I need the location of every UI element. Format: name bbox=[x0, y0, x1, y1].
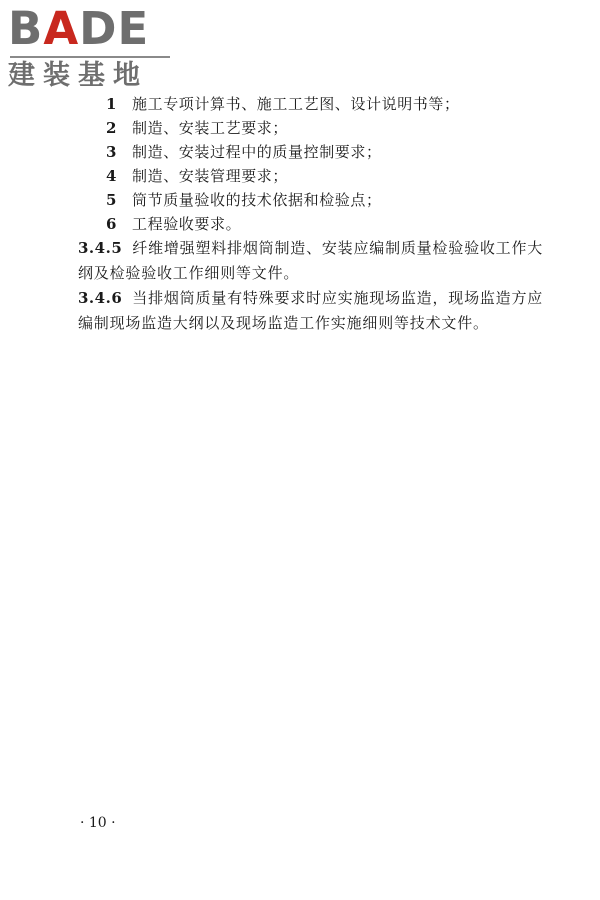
clause-text: 纤维增强塑料排烟筒制造、安装应编制质量检验验收工作大纲及检验验收工作细则等文件。 bbox=[78, 239, 544, 282]
list-item-text: 制造、安装过程中的质量控制要求； bbox=[132, 143, 382, 161]
list-item-text: 制造、安装管理要求； bbox=[132, 167, 289, 185]
watermark-logo bbox=[8, 4, 178, 92]
list-item-text: 制造、安装工艺要求； bbox=[132, 119, 289, 137]
document-body bbox=[0, 92, 600, 336]
list-item-text: 工程验收要求。 bbox=[132, 215, 242, 233]
list-item bbox=[0, 92, 600, 116]
list-item bbox=[0, 212, 600, 236]
clause-number: 3.4.6 bbox=[78, 289, 123, 307]
list-item-number: 5 bbox=[106, 191, 117, 209]
logo-letter-b: B bbox=[8, 2, 44, 55]
list-item-text: 施工专项计算书、施工工艺图、设计说明书等； bbox=[132, 95, 460, 113]
list-item-text: 筒节质量验收的技术依据和检验点； bbox=[132, 191, 382, 209]
list-item-number: 2 bbox=[106, 119, 117, 137]
list-item-number: 4 bbox=[106, 167, 117, 185]
list-item bbox=[0, 140, 600, 164]
logo-letters-de: DE bbox=[79, 2, 150, 55]
page-number: · 10 · bbox=[80, 815, 116, 831]
logo-subtitle: 建装基地 bbox=[8, 60, 148, 91]
list-item-number: 6 bbox=[106, 215, 117, 233]
logo-wordmark bbox=[8, 4, 149, 54]
list-item-number: 1 bbox=[106, 95, 117, 113]
clause-number: 3.4.5 bbox=[78, 239, 123, 257]
logo-divider bbox=[10, 56, 170, 58]
list-item bbox=[0, 188, 600, 212]
list-item-number: 3 bbox=[106, 143, 117, 161]
clause-text: 当排烟筒质量有特殊要求时应实施现场监造，现场监造方应编制现场监造大纲以及现场监造工作实施细则等技术文件。 bbox=[78, 289, 544, 332]
list-item bbox=[0, 164, 600, 188]
list-item bbox=[0, 116, 600, 140]
logo-letter-a: A bbox=[43, 2, 80, 55]
clause-3-4-6 bbox=[78, 286, 548, 336]
clause-3-4-5 bbox=[78, 236, 548, 286]
